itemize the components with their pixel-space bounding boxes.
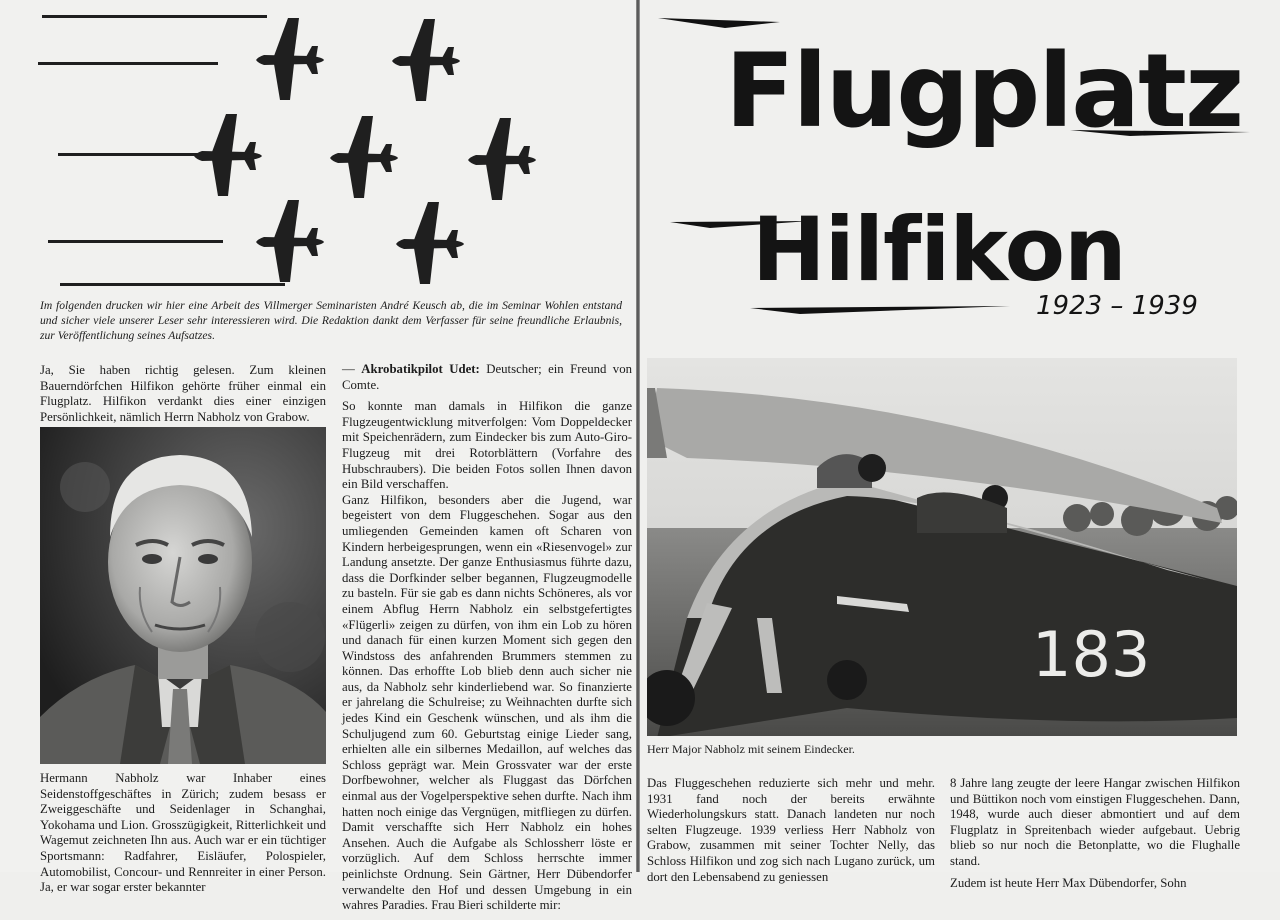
title-years: 1923 – 1939 — [1036, 291, 1198, 321]
trail-line — [48, 240, 223, 243]
paragraph — [342, 362, 632, 393]
paragraph: Das Fluggeschehen reduzierte sich mehr und mehr. 1931 fand noch der bereits erwähnte Wiederholungskurs statt. Danach landeten nur noch selten Flugzeuge. 1939 verliess Herr Nabholz von Grabow, zusammen mit seiner Tochter Nelly, das Schloss Hilfikon und zog sich nach Lugano zurück, um dort den Lebensabend zu geniessen — [647, 776, 935, 884]
photo-caption: Herr Major Nabholz mit seinem Eindecker. — [647, 742, 855, 756]
text: Deutscher; ein Freund von Comte. — [342, 362, 633, 392]
trail-line — [42, 15, 267, 18]
jet-icon — [256, 18, 324, 100]
article-title — [650, 8, 1270, 338]
paragraph: Ja, Sie haben richtig gelesen. Zum kleinen Bauerndörfchen Hilfikon gehörte früher einmal ein Flugplatz. Hilfikon verdankt dies einer einzigen Persönlichkeit, nämlich Herrn Nabholz von Grabow. — [40, 363, 326, 424]
column-1-continued — [40, 771, 326, 902]
paragraph: Ganz Hilfikon, besonders aber die Jugend, war begeistert von dem Fluggeschehen. Sogar aus den umliegenden Gemeinden kamen oft Scharen von Kindern herbeigesprungen, wenn ein «Riesenvogel» zur Landung ansetzte. Der ganze Enthusiasmus führte dazu, dass die Dorfkinder selber begannen, Flugzeugmodelle zu basteln. Für sie gab es dann nichts Schöneres, als vor einem Abflug Herrn Nabholz ein selbstgefertigtes «Flügerli» zeigen zu dürfen, von ihm ein Lob zu hören und danach für einen kurzen Moment sich gegen den Windstoss des anfahrenden Brummers stemmen zu können. Das erhoffte Lob blieb denn auch sicher nie aus, da Nabholz sehr kinderliebend war. So finanzierte er jahrelang die Schulreise; zu Weihnachten durfte sich jedes Kind ein Geschenk wünschen, und als ihm die Schuljugend zum 60. Geburtstag einige Lieder sang, erhielten alle ein silbernes Medaillon, auf welches das Schloss geprägt war. Mein Grossvater war der erste Dorfbewohner, welcher als Fluggast das Dörfchen einmal aus der Vogelperspektive sehen durfte. Nach ihm hatten noch einige das Vergnügen, mitfliegen zu dürfen. Damit verschaffte sich Herr Nabholz ein hohes Ansehen. Auch die Aufgabe als Schlossherr löste er vorzüglich. Auf dem Schloss herrschte immer peinlichste Ordnung. Sein Gärtner, Herr Dübendorfer verwandelte den Hof und dessen Umgebung in ein wahres Paradies. Frau Bieri schilderte mir: — [342, 492, 632, 913]
jet-icon — [392, 19, 460, 101]
paragraph: Zudem ist heute Herr Max Dübendorfer, Sohn — [950, 875, 1187, 890]
column-1 — [40, 363, 326, 431]
title-line-1: Flugplatz — [725, 32, 1243, 151]
title-line-2: Hilfikon — [752, 198, 1126, 301]
aircraft-photo — [647, 358, 1237, 736]
bold-lead: Akrobatikpilot Udet: — [361, 362, 480, 376]
plane-number: 183 — [1032, 618, 1151, 691]
airplane-formation-illustration — [30, 10, 590, 300]
paragraph: 8 Jahre lang zeugte der leere Hangar zwischen Hilfikon und Büttikon noch vom einstigen Fluggeschehen. Dann, 1948, wurde auch dieser abmontiert und auf dem Flugplatz in Spreitenbach wieder aufgebaut. Uebrig blieb so nur noch die Betonplatte, wo die Flughalle stand. — [950, 776, 1240, 868]
jet-icon — [256, 200, 324, 282]
jet-icon — [330, 116, 398, 198]
column-4 — [950, 776, 1240, 897]
trail-line — [38, 62, 218, 65]
jet-icon — [194, 114, 262, 196]
dash: — — [342, 362, 362, 376]
jet-icon — [468, 118, 536, 200]
page-gutter — [636, 0, 640, 872]
title-swoosh — [750, 306, 1010, 314]
paragraph: So konnte man damals in Hilfikon die ganze Flugzeugentwicklung mitverfolgen: Vom Doppeldecker mit Speichenrädern, zum Eindecker bis zum Auto-Giro-Flugzeug mit drei Rotorblättern (Vorfahre des Hubschraubers). Die beiden Fotos sollen Ihnen davon ein Bild verschaffen. — [342, 399, 632, 492]
trail-line — [58, 153, 198, 156]
trail-line — [60, 283, 285, 286]
column-2 — [342, 362, 632, 920]
title-swoosh — [658, 18, 780, 28]
portrait-photo — [40, 427, 326, 764]
intro-text: Im folgenden drucken wir hier eine Arbeit des Villmerger Seminaristen André Keusch ab, die im Seminar Wohlen entstand und sicher viele unserer Leser sehr interessieren wird. Die Redaktion dankt dem Verfasser für seine freundliche Erlaubnis, zur Veröffentlichung seines Aufsatzes. — [40, 299, 622, 342]
paragraph: Hermann Nabholz war Inhaber eines Seidenstoffgeschäftes in Zürich; zudem besass er Zweiggeschäfte und Seidenlager in Schanghai, Yokohama und Lion. Grosszügigkeit, Ritterlichkeit und Wagemut zeichneten Ihn aus. Auch war er ein tüchtiger Sportsmann: Radfahrer, Eisläufer, Polospieler, Automobilist, Concour- und Rennreiter in einer Person. Ja, er war sogar erster bekannter — [40, 771, 326, 895]
column-3 — [647, 776, 935, 891]
jet-icon — [396, 202, 464, 284]
